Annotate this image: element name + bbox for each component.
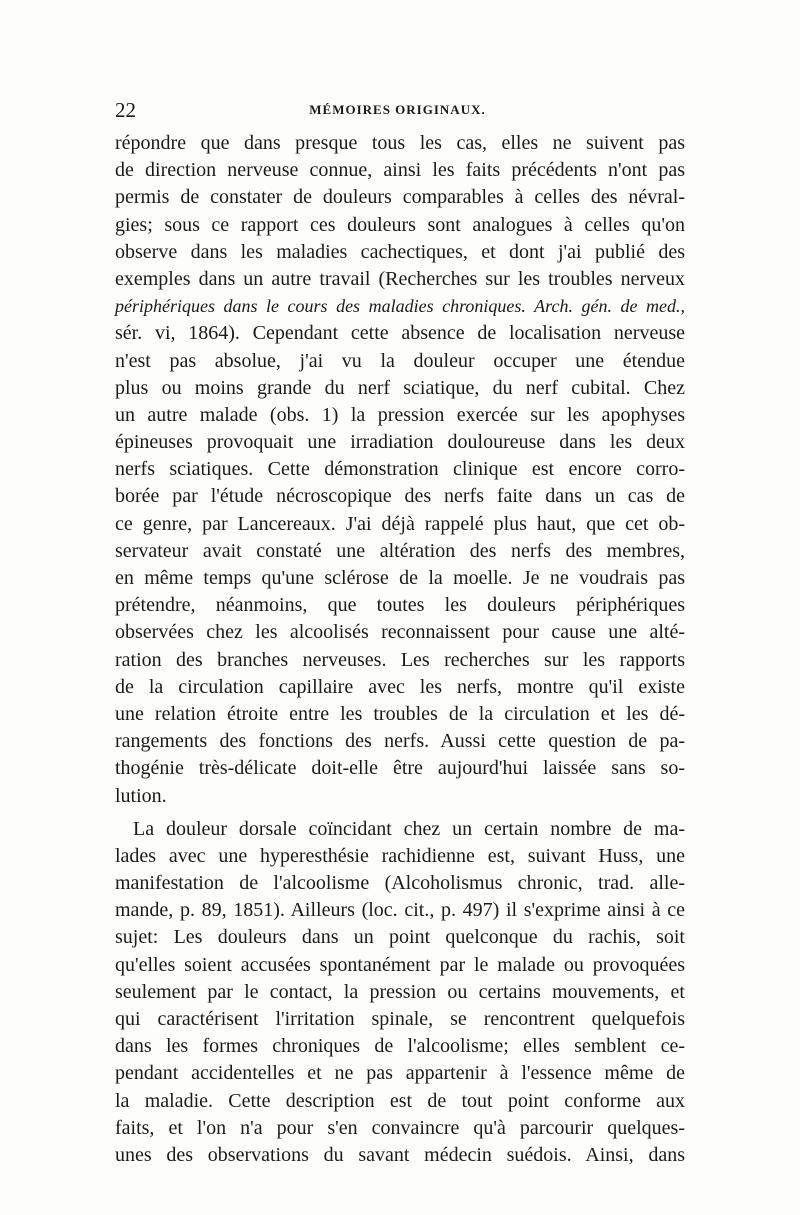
text-line: pendant accidentelles et ne pas appartenir à l'essence même de: [115, 1062, 685, 1085]
text-line: sujet: Les douleurs dans un point quelconque du rachis, soit: [115, 926, 685, 949]
text-line: servateur avait constaté une altération des nerfs des membres,: [115, 539, 685, 562]
text-line: borée par l'étude nécroscopique des nerfs faite dans un cas de: [115, 485, 685, 508]
text-line: épineuses provoquait une irradiation douloureuse dans les deux: [115, 431, 685, 454]
text-line: observées chez les alcoolisés reconnaissent pour cause une alté-: [115, 621, 685, 644]
text-line: ce genre, par Lancereaux. J'ai déjà rappelé plus haut, que cet ob-: [115, 512, 685, 535]
text-line: en même temps qu'une sclérose de la moelle. Je ne voudrais pas: [115, 567, 685, 589]
text-line: La douleur dorsale coïncidant chez un certain nombre de ma-: [133, 817, 685, 840]
text-line: nerfs sciatiques. Cette démonstration clinique est encore corro-: [115, 458, 685, 481]
text-line: une relation étroite entre les troubles de la circulation et les dé-: [115, 702, 685, 725]
text-line: ration des branches nerveuses. Les recherches sur les rapports: [115, 648, 685, 671]
paragraph-2: [115, 816, 685, 1169]
text-line: n'est pas absolue, j'ai vu la douleur occuper une étendue: [115, 349, 685, 372]
text-line: lades avec une hyperesthésie rachidienne est, suivant Huss, une: [115, 844, 685, 867]
text-line: lution.: [115, 784, 167, 807]
text-line: gies; sous ce rapport ces douleurs sont analogues à celles qu'on: [115, 213, 685, 236]
body-text: [115, 130, 685, 1169]
text-line: plus ou moins grande du nerf sciatique, du nerf cubital. Chez: [115, 376, 685, 399]
text-line: un autre malade (obs. 1) la pression exercée sur les apophyses: [115, 403, 685, 426]
text-line: qui caractérisent l'irritation spinale, se rencontrent quelquefois: [115, 1008, 685, 1030]
text-line: prétendre, néanmoins, que toutes les douleurs périphériques: [115, 594, 685, 617]
text-line: la maladie. Cette description est de tout point conforme aux: [115, 1089, 685, 1112]
text-line: thogénie très-délicate doit-elle être aujourd'hui laissée sans so-: [115, 757, 685, 780]
text-line: mande, p. 89, 1851). Ailleurs (loc. cit., p. 497) il s'exprime ainsi à ce: [115, 899, 685, 922]
paragraph-1: [115, 130, 685, 810]
text-line: unes des observations du savant médecin suédois. Ainsi, dans: [115, 1143, 685, 1166]
text-line: sér. vi, 1864). Cependant cette absence de localisation nerveuse: [115, 322, 685, 345]
text-line: observe dans les maladies cachectiques, et dont j'ai publié des: [115, 240, 685, 263]
text-line: permis de constater de douleurs comparables à celles des névral-: [115, 186, 685, 209]
text-line: qu'elles soient accusées spontanément par le malade ou provoquées: [115, 953, 685, 976]
page-number: 22: [115, 98, 136, 122]
text-line: dans les formes chroniques de l'alcoolisme; elles semblent ce-: [115, 1035, 685, 1058]
text-line: exemples dans un autre travail (Recherches sur les troubles nerveux: [115, 267, 685, 290]
text-line: faits, et l'on n'a pour s'en convaincre qu'à parcourir quelques-: [115, 1116, 685, 1139]
text-line: seulement par le contact, la pression ou certains mouvements, et: [115, 980, 685, 1003]
text-line: répondre que dans presque tous les cas, elles ne suivent pas: [115, 132, 685, 154]
text-line-italic-citation: périphériques dans le cours des maladies chroniques. Arch. gén. de med.,: [115, 296, 685, 317]
text-line: de la circulation capillaire avec les nerfs, montre qu'il existe: [115, 675, 685, 698]
text-line: de direction nerveuse connue, ainsi les faits précédents n'ont pas: [115, 159, 685, 182]
text-line: manifestation de l'alcoolisme (Alcoholismus chronic, trad. alle-: [115, 872, 685, 895]
running-head: [115, 98, 680, 122]
text-line: rangements des fonctions des nerfs. Aussi cette question de pa-: [115, 730, 685, 753]
running-title: MÉMOIRES ORIGINAUX.: [309, 102, 486, 117]
